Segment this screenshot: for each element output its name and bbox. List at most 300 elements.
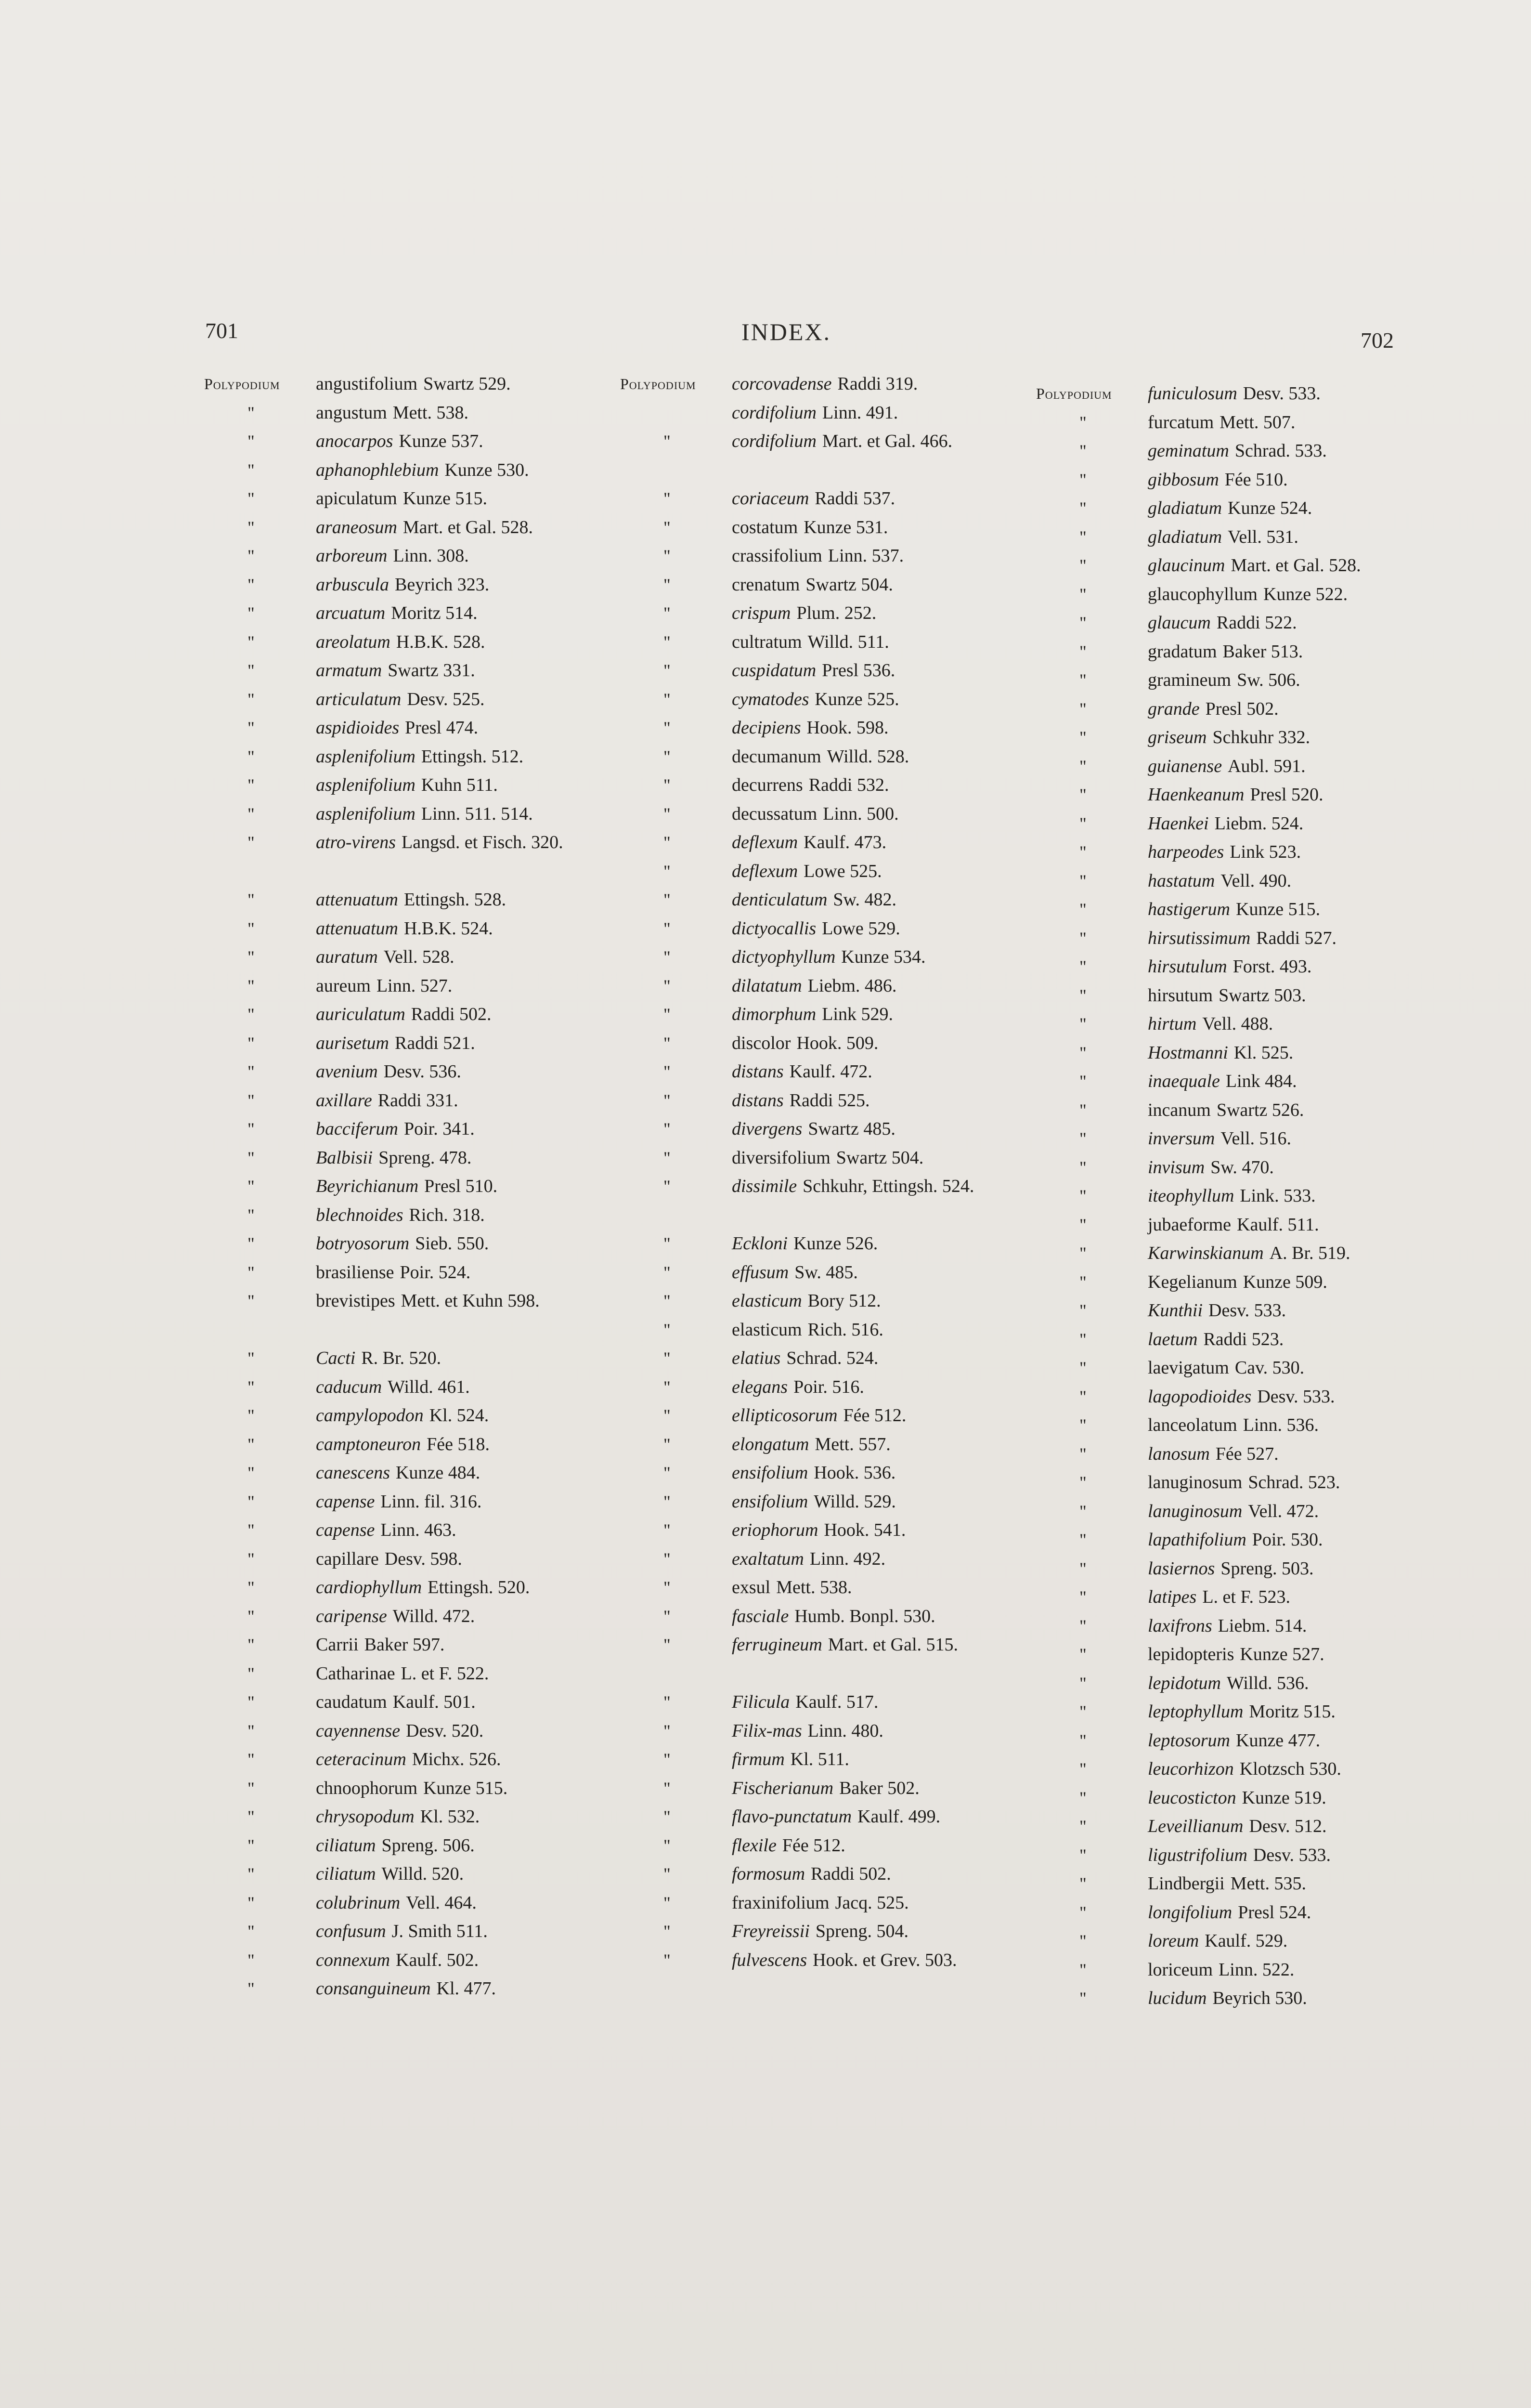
page-number-left: 701 bbox=[205, 318, 238, 343]
index-entry bbox=[620, 1144, 1005, 1173]
species-name: lepidotum bbox=[1148, 1673, 1221, 1693]
ditto-mark: " bbox=[1079, 957, 1087, 976]
index-entry bbox=[620, 513, 1005, 542]
species-name: hirsutum bbox=[1148, 985, 1213, 1006]
species-name: diversifolium bbox=[732, 1147, 830, 1168]
index-entry bbox=[1036, 666, 1484, 695]
index-entry bbox=[1036, 1096, 1484, 1125]
author-page-reference: Kunze 477. bbox=[1236, 1730, 1321, 1751]
ditto-mark: " bbox=[663, 1005, 671, 1024]
author-page-reference: Kunze 534. bbox=[841, 947, 926, 967]
species-name: inversum bbox=[1148, 1128, 1215, 1149]
author-page-reference: Swartz 529. bbox=[423, 374, 511, 394]
index-column-2 bbox=[620, 370, 1005, 2003]
genus-label: Polypodium bbox=[204, 375, 280, 393]
species-name: asplenifolium bbox=[316, 803, 415, 824]
author-page-reference: Fée 512. bbox=[782, 1835, 845, 1856]
species-name: invisum bbox=[1148, 1157, 1205, 1178]
species-name: hirsutulum bbox=[1148, 956, 1227, 977]
ditto-mark: " bbox=[1079, 1387, 1087, 1406]
author-page-reference: Kaulf. 501. bbox=[392, 1692, 476, 1712]
species-name: deflexum bbox=[732, 832, 798, 852]
ditto-mark: " bbox=[247, 1778, 255, 1798]
author-page-reference: Klotzsch 530. bbox=[1239, 1759, 1341, 1779]
ditto-mark: " bbox=[247, 1922, 255, 1941]
author-page-reference: Kunze 530. bbox=[444, 459, 529, 480]
ditto-mark: " bbox=[1079, 1329, 1087, 1349]
author-page-reference: Linn. 463. bbox=[380, 1520, 456, 1540]
author-page-reference: Sw. 485. bbox=[794, 1262, 858, 1283]
author-page-reference: Mart. et Gal. 515. bbox=[828, 1635, 959, 1655]
ditto-mark: " bbox=[663, 718, 671, 737]
author-page-reference: Moritz 514. bbox=[391, 603, 478, 623]
ditto-mark: " bbox=[1079, 1501, 1087, 1521]
ditto-mark: " bbox=[1079, 1100, 1087, 1120]
index-entry bbox=[1036, 1383, 1484, 1412]
species-name: corcovadense bbox=[732, 374, 832, 394]
ditto-mark: " bbox=[663, 1721, 671, 1741]
author-page-reference: Presl 510. bbox=[424, 1176, 498, 1196]
species-name: Kunthii bbox=[1148, 1300, 1203, 1321]
author-page-reference: Ettingsh. 520. bbox=[428, 1577, 530, 1597]
ditto-mark: " bbox=[247, 1262, 255, 1282]
species-name: caducum bbox=[316, 1376, 382, 1397]
index-entry bbox=[1036, 752, 1484, 781]
index-entry bbox=[1036, 1727, 1484, 1755]
index-entry bbox=[204, 1832, 589, 1860]
species-name: leucosticton bbox=[1148, 1787, 1236, 1808]
ditto-mark: " bbox=[1079, 641, 1087, 661]
species-name: fasciale bbox=[732, 1606, 789, 1626]
author-page-reference: Raddi 331. bbox=[377, 1090, 458, 1111]
index-entry bbox=[204, 1717, 589, 1746]
ditto-mark: " bbox=[247, 947, 255, 967]
species-name: consanguineum bbox=[316, 1978, 431, 1999]
index-entry bbox=[620, 771, 1005, 800]
species-name: distans bbox=[732, 1090, 784, 1111]
ditto-mark: " bbox=[247, 775, 255, 795]
ditto-mark: " bbox=[1079, 1817, 1087, 1836]
species-name: crassifolium bbox=[732, 546, 822, 566]
ditto-mark: " bbox=[663, 1177, 671, 1196]
ditto-mark: " bbox=[1079, 1874, 1087, 1893]
ditto-mark: " bbox=[663, 918, 671, 938]
ditto-mark: " bbox=[1079, 728, 1087, 747]
species-name: dictyophyllum bbox=[732, 947, 836, 967]
species-name: Beyrichianum bbox=[316, 1176, 419, 1196]
index-entry bbox=[1036, 1956, 1484, 1985]
author-page-reference: Linn. 527. bbox=[376, 975, 453, 996]
index-entry bbox=[1036, 638, 1484, 667]
ditto-mark: " bbox=[1079, 527, 1087, 547]
species-name: lepidopteris bbox=[1148, 1644, 1234, 1664]
species-name: Balbisii bbox=[316, 1147, 373, 1168]
ditto-mark: " bbox=[663, 1033, 671, 1053]
index-entry bbox=[204, 370, 589, 399]
ditto-mark: " bbox=[247, 746, 255, 766]
ditto-mark: " bbox=[247, 1721, 255, 1741]
ditto-mark: " bbox=[247, 1463, 255, 1482]
species-name: attenuatum bbox=[316, 918, 398, 939]
ditto-mark: " bbox=[1079, 1301, 1087, 1320]
index-entry bbox=[1036, 1039, 1484, 1068]
ditto-mark: " bbox=[1079, 1673, 1087, 1693]
author-page-reference: Poir. 530. bbox=[1252, 1530, 1323, 1550]
ditto-mark: " bbox=[1079, 1845, 1087, 1865]
species-name: funiculosum bbox=[1148, 383, 1237, 404]
species-name: Filix-mas bbox=[732, 1720, 802, 1741]
author-page-reference: Humb. Bonpl. 530. bbox=[794, 1606, 935, 1626]
author-page-reference: Kunze 515. bbox=[423, 1778, 508, 1798]
index-entry bbox=[620, 972, 1005, 1001]
index-entry bbox=[204, 1373, 589, 1402]
author-page-reference: Raddi 523. bbox=[1203, 1329, 1284, 1349]
author-page-reference: Link. 533. bbox=[1240, 1186, 1316, 1206]
index-entry bbox=[1036, 609, 1484, 638]
ditto-mark: " bbox=[663, 432, 671, 451]
ditto-mark: " bbox=[247, 1377, 255, 1397]
index-entry bbox=[1036, 1898, 1484, 1927]
ditto-mark: " bbox=[1079, 1415, 1087, 1435]
species-name: elatius bbox=[732, 1348, 781, 1368]
index-entry bbox=[620, 1745, 1005, 1774]
author-page-reference: Kaulf. 511. bbox=[1237, 1214, 1319, 1235]
author-page-reference: Mett. 507. bbox=[1220, 412, 1296, 432]
ditto-mark: " bbox=[1079, 1558, 1087, 1578]
index-entry bbox=[620, 1803, 1005, 1832]
ditto-mark: " bbox=[247, 1033, 255, 1053]
index-entry bbox=[620, 1516, 1005, 1545]
species-name: effusum bbox=[732, 1262, 789, 1283]
species-name: chrysopodum bbox=[316, 1806, 415, 1827]
author-page-reference: Schkuhr 332. bbox=[1212, 727, 1310, 747]
species-name: gladiatum bbox=[1148, 526, 1222, 547]
ditto-mark: " bbox=[1079, 1186, 1087, 1205]
species-name: campylopodon bbox=[316, 1405, 424, 1426]
author-page-reference: Swartz 526. bbox=[1216, 1099, 1304, 1120]
author-page-reference: Vell. 531. bbox=[1228, 526, 1298, 547]
ditto-mark: " bbox=[247, 1635, 255, 1654]
species-name: dictyocallis bbox=[732, 918, 817, 939]
author-page-reference: Lowe 529. bbox=[822, 918, 900, 939]
author-page-reference: Kl. 525. bbox=[1233, 1042, 1294, 1063]
author-page-reference: Presl 524. bbox=[1238, 1902, 1311, 1923]
author-page-reference: Raddi 532. bbox=[808, 775, 889, 795]
index-entry bbox=[1036, 1640, 1484, 1669]
species-name: canescens bbox=[316, 1463, 390, 1483]
author-page-reference: Kaulf. 472. bbox=[789, 1061, 872, 1082]
species-name: capillare bbox=[316, 1548, 379, 1569]
index-entry bbox=[620, 943, 1005, 972]
species-name: iteophyllum bbox=[1148, 1186, 1234, 1206]
author-page-reference: Schrad. 523. bbox=[1248, 1472, 1340, 1492]
species-name: loreum bbox=[1148, 1931, 1199, 1951]
ditto-mark: " bbox=[247, 1205, 255, 1225]
index-entry bbox=[1036, 1497, 1484, 1526]
species-name: decumanum bbox=[732, 746, 821, 767]
author-page-reference: Kunze 531. bbox=[804, 517, 888, 537]
species-name: aurisetum bbox=[316, 1033, 389, 1053]
index-entry bbox=[1036, 1296, 1484, 1325]
index-entry bbox=[204, 1516, 589, 1545]
species-name: lanuginosum bbox=[1148, 1501, 1243, 1521]
ditto-mark: " bbox=[247, 1663, 255, 1683]
ditto-mark: " bbox=[1079, 928, 1087, 948]
author-page-reference: Kaulf. 499. bbox=[857, 1806, 941, 1827]
author-page-reference: Vell. 464. bbox=[406, 1892, 477, 1913]
author-page-reference: Mart. et Gal. 528. bbox=[1231, 555, 1361, 576]
ditto-mark: " bbox=[247, 1090, 255, 1110]
species-name: lapathifolium bbox=[1148, 1530, 1246, 1550]
ditto-mark: " bbox=[663, 689, 671, 709]
author-page-reference: Willd. 528. bbox=[827, 746, 909, 767]
author-page-reference: Michx. 526. bbox=[412, 1749, 501, 1769]
author-page-reference: Kaulf. 517. bbox=[795, 1692, 879, 1712]
author-page-reference: Linn. 500. bbox=[823, 803, 899, 824]
ditto-mark: " bbox=[1079, 871, 1087, 890]
author-page-reference: Swartz 331. bbox=[388, 660, 475, 681]
species-name: decussatum bbox=[732, 803, 817, 824]
species-name: furcatum bbox=[1148, 412, 1214, 432]
index-entry bbox=[1036, 1812, 1484, 1841]
index-entry bbox=[204, 800, 589, 829]
author-page-reference: J. Smith 511. bbox=[391, 1921, 488, 1941]
index-entry bbox=[620, 1631, 1005, 1688]
ditto-mark: " bbox=[247, 460, 255, 480]
species-name: hastatum bbox=[1148, 870, 1215, 891]
index-entry bbox=[204, 1488, 589, 1517]
species-name: Kegelianum bbox=[1148, 1271, 1237, 1292]
index-entry bbox=[620, 1545, 1005, 1574]
ditto-mark: " bbox=[247, 1520, 255, 1540]
species-name: connexum bbox=[316, 1950, 390, 1970]
index-entry bbox=[204, 771, 589, 800]
species-name: dimorphum bbox=[732, 1004, 817, 1024]
index-column-3 bbox=[1036, 380, 1484, 2013]
index-entry bbox=[620, 1172, 1005, 1230]
author-page-reference: Liebm. 514. bbox=[1218, 1615, 1307, 1636]
author-page-reference: Willd. 472. bbox=[392, 1606, 475, 1626]
author-page-reference: L. et F. 523. bbox=[1202, 1587, 1291, 1607]
ditto-mark: " bbox=[1079, 1014, 1087, 1034]
ditto-mark: " bbox=[1079, 670, 1087, 690]
author-page-reference: Mart. et Gal. 466. bbox=[822, 431, 953, 451]
index-entry bbox=[1036, 695, 1484, 724]
ditto-mark: " bbox=[1079, 1272, 1087, 1292]
index-entry bbox=[620, 571, 1005, 600]
species-name: hirtum bbox=[1148, 1014, 1197, 1034]
index-entry bbox=[620, 800, 1005, 829]
species-name: asplenifolium bbox=[316, 775, 415, 795]
author-page-reference: Kl. 511. bbox=[790, 1749, 849, 1769]
index-entry bbox=[1036, 551, 1484, 580]
ditto-mark: " bbox=[1079, 584, 1087, 604]
species-name: attenuatum bbox=[316, 890, 398, 910]
author-page-reference: Fée 527. bbox=[1215, 1443, 1279, 1464]
index-entry bbox=[620, 1774, 1005, 1803]
ditto-mark: " bbox=[247, 1177, 255, 1196]
author-page-reference: Kunze 515. bbox=[1236, 899, 1321, 919]
ditto-mark: " bbox=[1079, 1788, 1087, 1807]
index-entry bbox=[204, 1258, 589, 1287]
author-page-reference: Cav. 530. bbox=[1234, 1358, 1305, 1378]
ditto-mark: " bbox=[247, 918, 255, 938]
index-entry bbox=[204, 1086, 589, 1115]
genus-label: Polypodium bbox=[1036, 385, 1112, 402]
index-entry bbox=[620, 1430, 1005, 1459]
ditto-mark: " bbox=[1079, 842, 1087, 862]
author-page-reference: Forst. 493. bbox=[1233, 956, 1312, 977]
ditto-mark: " bbox=[247, 833, 255, 852]
author-page-reference: Hook. 509. bbox=[796, 1033, 879, 1053]
author-page-reference: Linn. 511. 514. bbox=[421, 803, 533, 824]
author-page-reference: Desv. 533. bbox=[1243, 383, 1321, 404]
index-entry bbox=[1036, 1984, 1484, 2013]
species-name: articulatum bbox=[316, 689, 402, 709]
index-entry bbox=[620, 656, 1005, 685]
ditto-mark: " bbox=[247, 976, 255, 995]
author-page-reference: Lowe 525. bbox=[804, 861, 882, 881]
index-entry bbox=[204, 571, 589, 600]
index-entry bbox=[620, 1029, 1005, 1058]
ditto-mark: " bbox=[1079, 1530, 1087, 1549]
author-page-reference: Spreng. 506. bbox=[381, 1835, 475, 1856]
index-entry bbox=[620, 1917, 1005, 1946]
author-page-reference: Mett. 557. bbox=[815, 1434, 891, 1454]
author-page-reference: Presl 520. bbox=[1250, 785, 1323, 805]
species-name: camptoneuron bbox=[316, 1434, 421, 1454]
species-name: flavo-punctatum bbox=[732, 1806, 852, 1827]
ditto-mark: " bbox=[247, 718, 255, 737]
index-entry bbox=[1036, 1841, 1484, 1870]
species-name: auratum bbox=[316, 947, 378, 967]
species-name: incanum bbox=[1148, 1099, 1211, 1120]
ditto-mark: " bbox=[663, 775, 671, 795]
author-page-reference: Poir. 516. bbox=[793, 1376, 864, 1397]
ditto-mark: " bbox=[1079, 1043, 1087, 1062]
ditto-mark: " bbox=[1079, 1444, 1087, 1464]
species-name: elasticum bbox=[732, 1291, 802, 1311]
author-page-reference: Hook. 598. bbox=[806, 718, 889, 738]
author-page-reference: Kunze 522. bbox=[1263, 584, 1348, 604]
author-page-reference: Langsd. et Fisch. 320. bbox=[402, 832, 563, 852]
species-name: Hostmanni bbox=[1148, 1042, 1228, 1063]
index-entry bbox=[620, 714, 1005, 743]
author-page-reference: Desv. 533. bbox=[1257, 1386, 1335, 1407]
ditto-mark: " bbox=[247, 1492, 255, 1511]
species-name: apiculatum bbox=[316, 488, 397, 509]
species-name: hirsutissimum bbox=[1148, 928, 1251, 948]
author-page-reference: Swartz 504. bbox=[836, 1147, 924, 1168]
index-entry bbox=[620, 915, 1005, 943]
author-page-reference: Kunze 527. bbox=[1240, 1644, 1324, 1664]
index-entry bbox=[620, 427, 1005, 484]
author-page-reference: Willd. 536. bbox=[1226, 1673, 1309, 1693]
author-page-reference: H.B.K. 528. bbox=[396, 631, 485, 652]
author-page-reference: Schkuhr, Ettingsh. 524. bbox=[803, 1176, 974, 1196]
index-entry bbox=[1036, 867, 1484, 896]
species-name: angustifolium bbox=[316, 374, 418, 394]
ditto-mark: " bbox=[1079, 813, 1087, 833]
author-page-reference: Kuhn 511. bbox=[421, 775, 498, 795]
species-name: hastigerum bbox=[1148, 899, 1230, 919]
author-page-reference: Swartz 485. bbox=[808, 1119, 895, 1139]
author-page-reference: Rich. 516. bbox=[807, 1319, 883, 1340]
index-entry bbox=[204, 1344, 589, 1373]
author-page-reference: Willd. 529. bbox=[814, 1491, 896, 1512]
index-entry bbox=[204, 1745, 589, 1774]
author-page-reference: Linn. 536. bbox=[1243, 1415, 1319, 1435]
ditto-mark: " bbox=[663, 1406, 671, 1425]
author-page-reference: Mett. 535. bbox=[1230, 1873, 1306, 1894]
species-name: firmum bbox=[732, 1749, 785, 1769]
author-page-reference: Presl 502. bbox=[1205, 698, 1279, 719]
author-page-reference: Kaulf. 473. bbox=[804, 832, 887, 852]
ditto-mark: " bbox=[1079, 1473, 1087, 1492]
species-name: Lindbergii bbox=[1148, 1873, 1225, 1894]
index-entry bbox=[1036, 1010, 1484, 1039]
author-page-reference: Link 484. bbox=[1225, 1071, 1297, 1091]
index-entry bbox=[1036, 1125, 1484, 1153]
ditto-mark: " bbox=[663, 1492, 671, 1511]
species-name: auriculatum bbox=[316, 1004, 405, 1024]
species-name: Karwinskianum bbox=[1148, 1243, 1264, 1263]
index-entry bbox=[1036, 437, 1484, 466]
index-entry bbox=[1036, 838, 1484, 867]
author-page-reference: Linn. 480. bbox=[807, 1720, 883, 1741]
index-entry bbox=[204, 1975, 589, 2003]
index-entry bbox=[620, 1889, 1005, 1918]
ditto-mark: " bbox=[247, 1835, 255, 1855]
species-name: araneosum bbox=[316, 517, 397, 537]
author-page-reference: Desv. 533. bbox=[1208, 1300, 1286, 1321]
ditto-mark: " bbox=[247, 1406, 255, 1425]
index-entry bbox=[620, 1717, 1005, 1746]
index-entry bbox=[1036, 1067, 1484, 1096]
page-number-right: 702 bbox=[1361, 328, 1394, 353]
ditto-mark: " bbox=[247, 517, 255, 537]
species-name: botryosorum bbox=[316, 1233, 410, 1254]
ditto-mark: " bbox=[1079, 1129, 1087, 1148]
index-entry bbox=[620, 1373, 1005, 1402]
species-name: aureum bbox=[316, 975, 371, 996]
author-page-reference: Raddi 502. bbox=[411, 1004, 492, 1024]
species-name: dilatatum bbox=[732, 975, 802, 996]
index-entry bbox=[204, 542, 589, 571]
index-entry bbox=[204, 1660, 589, 1688]
ditto-mark: " bbox=[663, 1463, 671, 1482]
species-name: crispum bbox=[732, 603, 791, 623]
species-name: ellipticosorum bbox=[732, 1405, 838, 1426]
index-entry bbox=[620, 1459, 1005, 1488]
species-name: aspidioides bbox=[316, 718, 400, 738]
index-entry bbox=[204, 886, 589, 915]
author-page-reference: Link 523. bbox=[1230, 842, 1301, 862]
author-page-reference: Ettingsh. 512. bbox=[421, 746, 524, 767]
author-page-reference: Sieb. 550. bbox=[415, 1233, 489, 1254]
species-name: glaucinum bbox=[1148, 555, 1225, 576]
author-page-reference: Linn. 491. bbox=[822, 402, 898, 423]
species-name: elasticum bbox=[732, 1319, 802, 1340]
species-name: ciliatum bbox=[316, 1864, 376, 1884]
author-page-reference: Spreng. 503. bbox=[1220, 1558, 1314, 1579]
species-name: asplenifolium bbox=[316, 746, 415, 767]
ditto-mark: " bbox=[247, 1578, 255, 1597]
author-page-reference: Spreng. 504. bbox=[815, 1921, 908, 1941]
species-name: decipiens bbox=[732, 718, 801, 738]
ditto-mark: " bbox=[247, 1291, 255, 1310]
index-entry bbox=[1036, 1182, 1484, 1211]
